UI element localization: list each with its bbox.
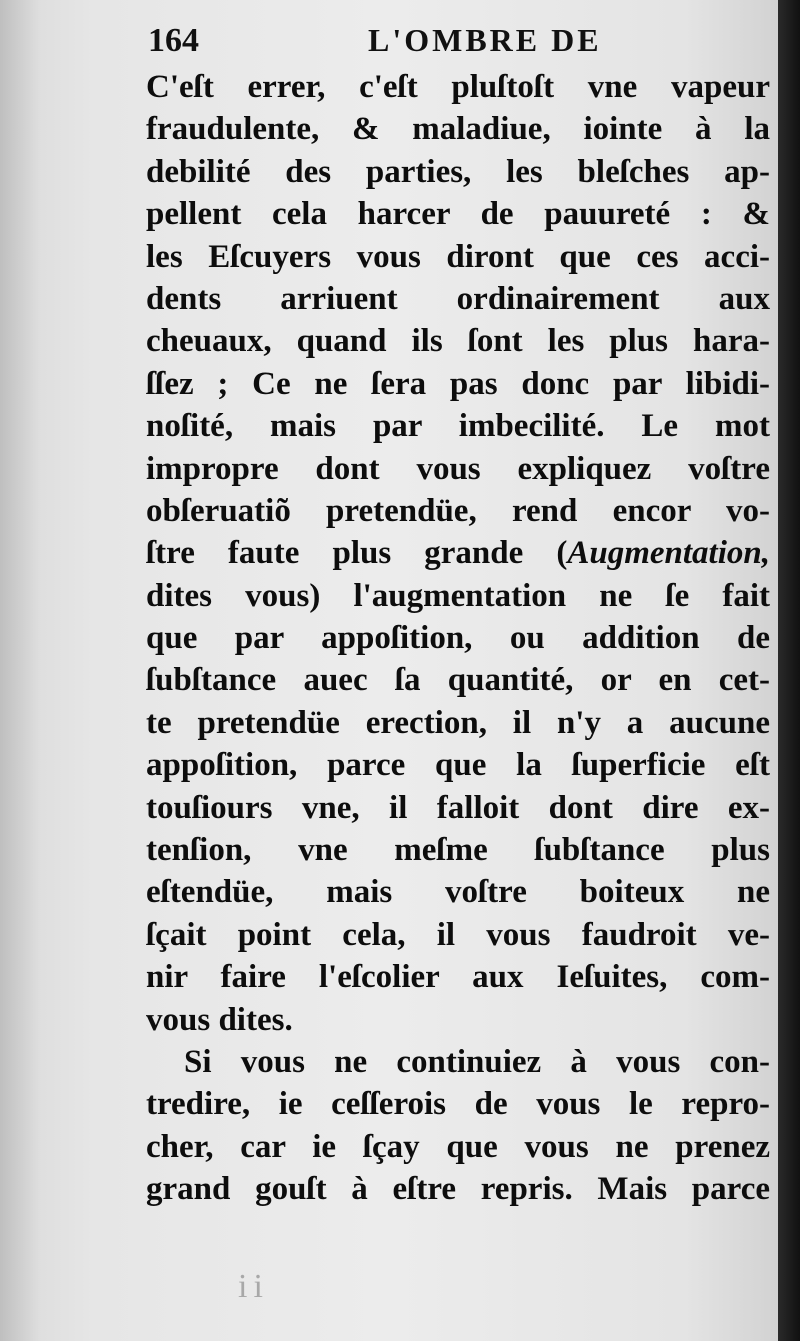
text-line: vous dites.	[146, 1001, 293, 1038]
text-line: dites vous) l'augmentation ne ſe fait	[146, 577, 770, 614]
text-line: cher, car ie ſçay que vous ne prenez	[146, 1128, 770, 1165]
text-line: debilité des parties, les bleſches ap-	[146, 153, 770, 190]
text-line: eſtendüe, mais voſtre boiteux ne	[146, 874, 770, 911]
text-line: noſité, mais par imbecilité. Le mot	[146, 408, 770, 445]
text-line: tredire, ie ceſſerois de vous le repro-	[146, 1086, 770, 1123]
text-line: pellent cela harcer de pauureté : &	[146, 196, 770, 233]
text-line: appoſition, parce que la ſuperficie eſt	[146, 747, 770, 784]
text-line: C'eſt errer, c'eſt pluſtoſt vne vapeur	[146, 69, 770, 105]
gutter-shadow	[0, 0, 40, 1341]
signature-mark: ii	[238, 1268, 269, 1305]
text-line: les Eſcuyers vous diront que ces acci-	[146, 238, 770, 275]
text-line: que par appoſition, ou addition de	[146, 620, 770, 657]
text-line: nir faire l'eſcolier aux Ieſuites, com-	[146, 959, 770, 996]
text-line: ſubſtance auec ſa quantité, or en cet-	[146, 662, 770, 699]
text-line: tenſion, vne meſme ſubſtance plus	[146, 832, 770, 869]
text-line: ſſez ; Ce ne ſera pas donc par libidi-	[146, 365, 770, 402]
text-line: grand gouſt à eſtre repris. Mais parce	[146, 1171, 770, 1208]
text-line: Si vous ne continuiez à vous con-	[184, 1043, 770, 1080]
text-line: impropre dont vous expliquez voſtre	[146, 450, 770, 487]
text-line: fraudulente, & maladiue, iointe à la	[146, 111, 770, 148]
page-number: 164	[148, 22, 199, 59]
text-line: dents arriuent ordinairement aux	[146, 280, 770, 317]
page-edge-shadow	[778, 0, 800, 1341]
text-line: te pretendüe erection, il n'y a aucune	[146, 704, 770, 741]
running-head: L'OMBRE DE	[368, 22, 602, 58]
text-line: touſiours vne, il falloit dont dire ex-	[146, 789, 770, 826]
text-line: cheuaux, quand ils ſont les plus hara-	[146, 323, 770, 360]
text-line: obſeruatiõ pretendüe, rend encor vo-	[146, 492, 770, 529]
text-segment: ſtre faute plus grande (	[146, 535, 568, 572]
text-line-with-italic	[146, 532, 770, 574]
italic-word: Augmentation,	[567, 535, 770, 572]
page-header	[148, 22, 768, 70]
text-line: ſçait point cela, il vous faudroit ve-	[146, 916, 770, 953]
body-text	[146, 66, 770, 1211]
